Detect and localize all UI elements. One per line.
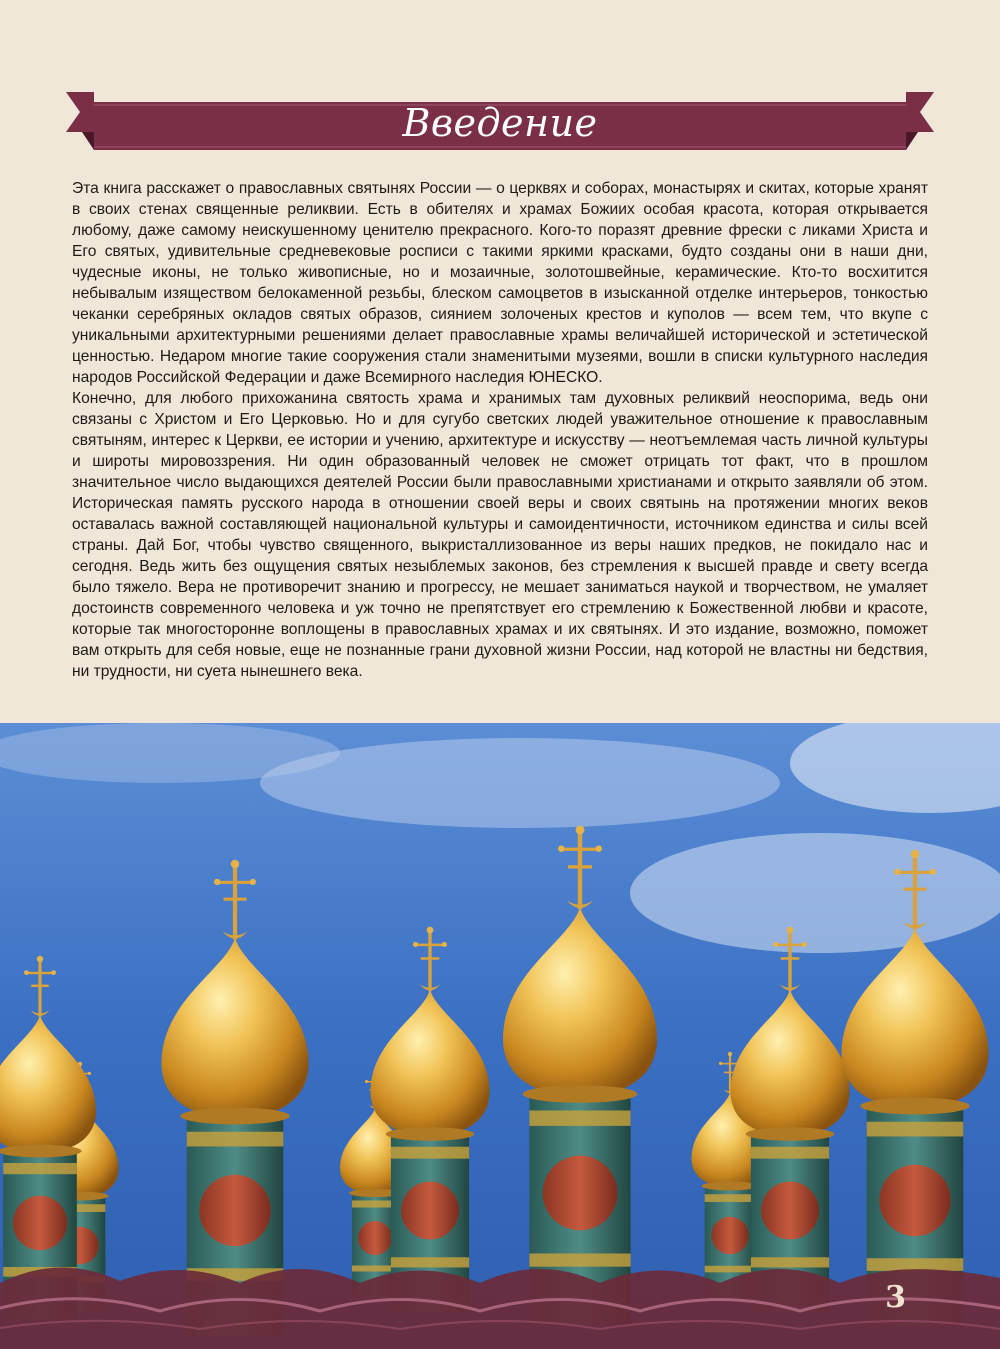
- page-number: 3: [885, 1280, 906, 1315]
- paragraph: Конечно, для любого прихожанина святость храма и хранимых там духовных реликвий неоспорима, ведь они связаны с Христом и Его Церковью. Но и для сугубо светских людей уважительное отношение к православным святыням, интерес к Церкви, ее истории и учению, архитектуре и искусству — неотъемлемая часть личной культуры и широты мировоззрения. Ни один образованный человек не сможет отрицать тот факт, что в прошлом значительное число выдающихся деятелей России были православными христианами и открыто заявляли об этом. Историческая память русского народа в отношении своей веры и своих святынь на протяжении многих веков оставалась важной составляющей национальной культуры и самоидентичности, источником единства и силы всей страны. Дай Бог, чтобы чувство священного, выкристаллизованное из веры наших предков, не покидало нас и сегодня. Ведь жить без ощущения святых незыблемых законов, без стремления к высшей правде и свету всегда было тяжело. Вера не противоречит знанию и прогрессу, не мешает заниматься наукой и творчеством, не умаляет достоинств современного человека и уж точно не препятствует его стремлению к Божественной любви и красоте, которые так многосторонне воплощены в православных храмах и их святынях. И это издание, возможно, поможет вам открыть для себя новые, еще не познанные грани духовной жизни России, над которой не властны ни бедствия, ни трудности, ни суета нынешнего века.: [72, 390, 928, 680]
- domes-illustration: [0, 723, 1000, 1349]
- page-title: Введение: [402, 101, 598, 145]
- title-ribbon: [66, 88, 934, 158]
- paragraph: Эта книга расскажет о православных святынях России — о церквях и соборах, монастырях и скитах, которые хранят в своих стенах священные реликвии. Есть в обителях и храмах Божиих особая красота, которая открывается любому, даже самому неискушенному ценителю прекрасного. Кого-то поразят древние фрески с ликами Христа и Его святых, удивительные средневековые росписи с такими яркими красками, будто созданы они в наши дни, чудесные иконы, не только живописные, но и мозаичные, золотошвейные, керамические. Кто-то восхитится небывалым изяществом белокаменной резьбы, блеском самоцветов в изысканной отделке интерьеров, тонкостью чеканки серебряных окладов святых образов, сиянием золоченых крестов и куполов — всем тем, что вкупе с уникальными архитектурными решениями делает православные храмы величайшей исторической и эстетической ценностью. Недаром многие такие сооружения стали знаменитыми музеями, вошли в списки культурного наследия народов Российской Федерации и даже Всемирного наследия ЮНЕСКО.: [72, 180, 928, 386]
- body-text: [72, 178, 928, 682]
- golden-domes-photo: [0, 723, 1000, 1349]
